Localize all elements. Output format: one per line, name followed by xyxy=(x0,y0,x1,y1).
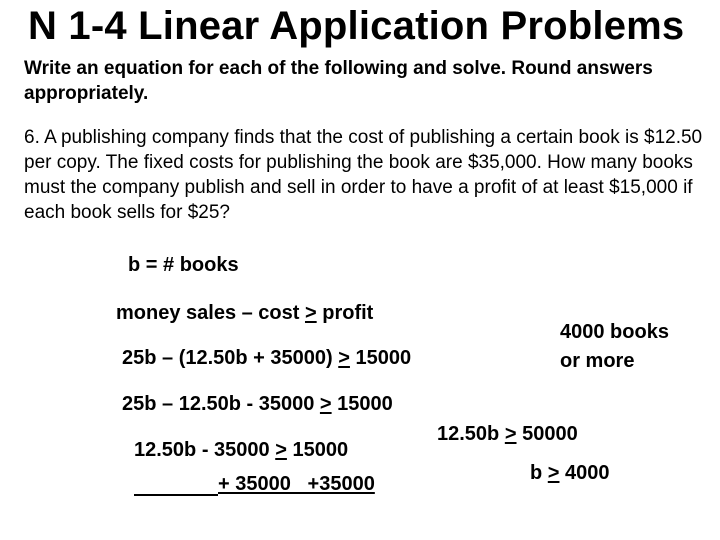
equation-step-2: 25b – 12.50b - 35000 > 15000 xyxy=(122,393,393,415)
relation-equation: money sales – cost > profit xyxy=(116,302,374,324)
equation-step-1: 25b – (12.50b + 35000) > 15000 xyxy=(122,347,412,369)
variable-definition: b = # books xyxy=(128,254,239,276)
instructions-text: Write an equation for each of the following and solve. Round answers appropriately. xyxy=(24,58,653,104)
final-answer: 4000 books or more xyxy=(560,321,669,372)
slide-title: N 1-4 Linear Application Problems xyxy=(28,4,685,48)
equation-step-4: + 35000 +35000 xyxy=(134,472,375,496)
equation-step-6: b > 4000 xyxy=(530,462,610,484)
equation-step-3: 12.50b - 35000 > 15000 xyxy=(134,439,349,461)
problem-text: 6. A publishing company finds that the cost of publishing a certain book is $12.50 per copy. The fixed costs for publishing the book are $35,000. How many books must the company publish and sell in order to have a profit of at least $15,000 if each book sells for $25? xyxy=(24,127,703,223)
equation-step-5: 12.50b > 50000 xyxy=(437,423,578,445)
